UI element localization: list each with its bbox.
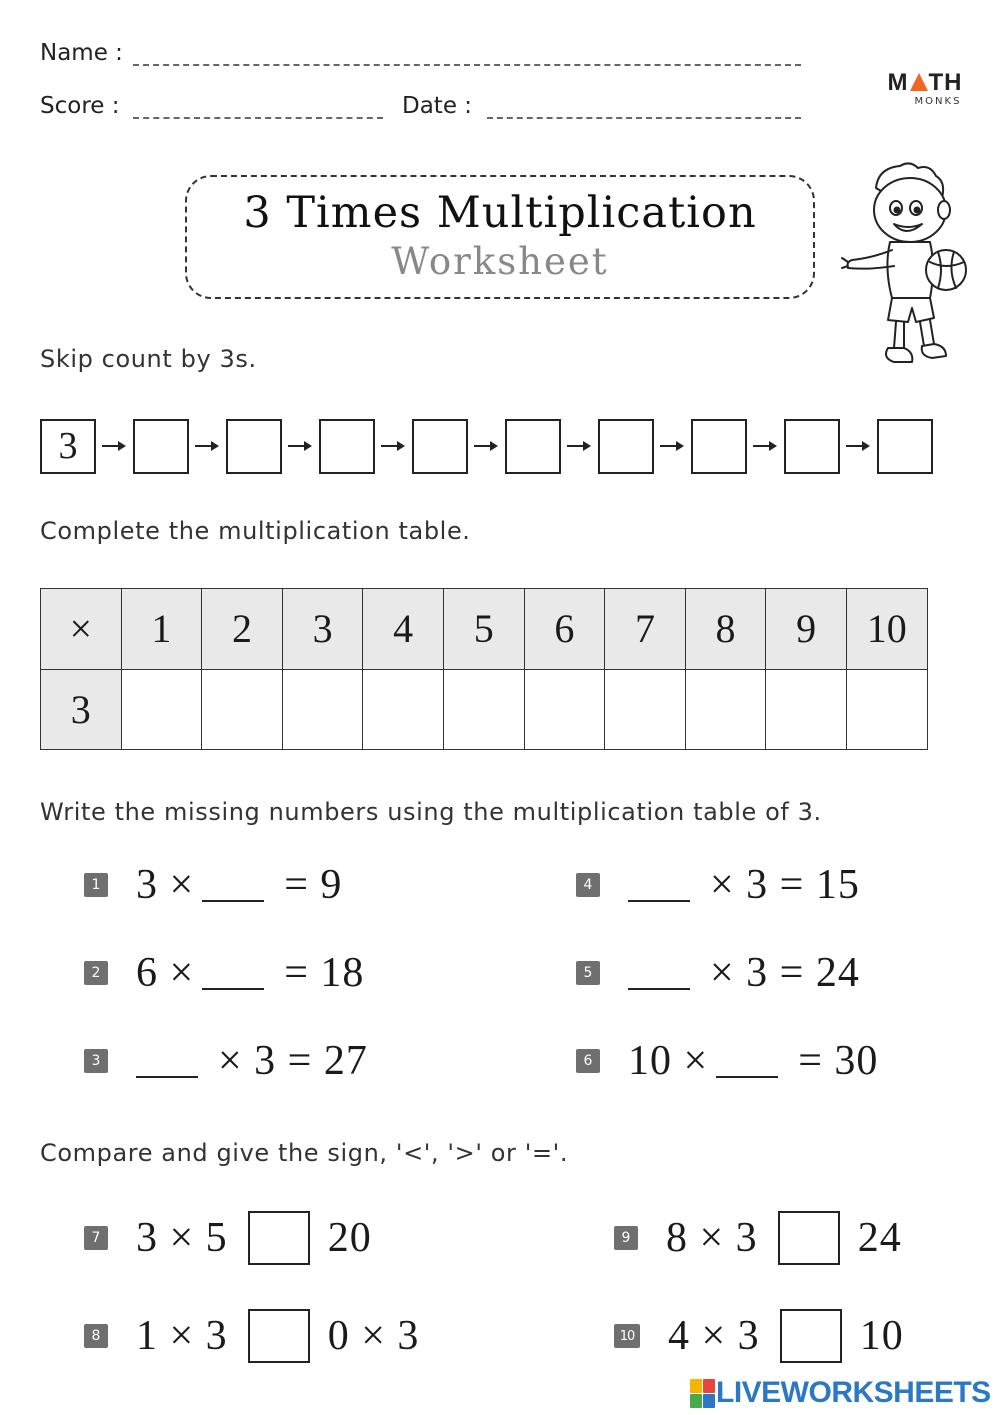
logo-text-right: TH (928, 69, 963, 96)
problem-right: = 30 (798, 1038, 879, 1084)
logo-subtext: MONKS (914, 96, 962, 107)
table-answer-cell[interactable] (605, 669, 686, 750)
date-field[interactable] (487, 117, 801, 119)
problem-right: × 3 = 15 (710, 862, 860, 908)
logo-triangle-icon (910, 73, 928, 91)
compare-left: 3 × 5 (136, 1215, 228, 1261)
boy-illustration-icon (838, 158, 978, 373)
problem-number-badge: 3 (84, 1049, 108, 1073)
answer-blank[interactable] (716, 1044, 778, 1078)
problem-right: × 3 = 24 (710, 950, 860, 996)
compare-right: 24 (857, 1215, 902, 1261)
answer-blank[interactable] (202, 868, 264, 902)
missing-problem-5 (576, 948, 860, 998)
table-header-cell: 1 (121, 589, 202, 670)
name-field[interactable] (133, 64, 801, 66)
compare-left: 1 × 3 (136, 1313, 228, 1359)
table-answer-row (41, 669, 928, 750)
table-answer-cell[interactable] (282, 669, 363, 750)
table-answer-cell[interactable] (846, 669, 927, 750)
compare-problem-8 (84, 1308, 419, 1364)
skip-count-instruction: Skip count by 3s. (40, 345, 257, 373)
table-answer-cell[interactable] (363, 669, 444, 750)
logo-text-left: M (887, 69, 909, 96)
problem-number-badge: 4 (576, 873, 600, 897)
table-answer-cell[interactable] (121, 669, 202, 750)
arrow-right-icon (747, 418, 784, 474)
table-row-label: 3 (41, 669, 122, 750)
table-answer-cell[interactable] (685, 669, 766, 750)
problem-right: = 9 (284, 862, 343, 908)
compare-right: 0 × 3 (327, 1313, 420, 1359)
skip-box-input[interactable] (877, 419, 933, 474)
date-label: Date : (402, 93, 473, 119)
problem-number-badge: 10 (614, 1324, 640, 1348)
arrow-right-icon (654, 418, 691, 474)
table-answer-cell[interactable] (202, 669, 283, 750)
math-monks-logo (880, 70, 970, 108)
compare-problem-7 (84, 1210, 372, 1266)
skip-box-input[interactable] (412, 419, 468, 474)
table-header-cell: 6 (524, 589, 605, 670)
missing-problem-1 (84, 860, 342, 910)
compare-right: 10 (859, 1313, 904, 1359)
table-answer-cell[interactable] (524, 669, 605, 750)
arrow-right-icon (561, 418, 598, 474)
problem-number-badge: 8 (84, 1324, 108, 1348)
answer-blank[interactable] (202, 956, 264, 990)
table-header-cell: 10 (846, 589, 927, 670)
missing-problem-3 (84, 1036, 368, 1086)
table-header-cell: 4 (363, 589, 444, 670)
skip-box-input[interactable] (784, 419, 840, 474)
problem-left: 6 × (136, 950, 195, 996)
arrow-right-icon (96, 418, 133, 474)
score-field[interactable] (133, 117, 383, 119)
table-header-cell: 2 (202, 589, 283, 670)
liveworksheets-grid-icon (690, 1379, 714, 1407)
multiplication-table (40, 588, 928, 750)
skip-count-row (40, 418, 933, 474)
problem-left: 3 × (136, 862, 195, 908)
compare-left: 8 × 3 (666, 1215, 758, 1261)
compare-instruction: Compare and give the sign, '<', '>' or '='. (40, 1139, 569, 1167)
table-header-cell: 5 (443, 589, 524, 670)
table-corner-cell: × (41, 589, 122, 670)
skip-box-given: 3 (40, 419, 96, 474)
problem-number-badge: 5 (576, 961, 600, 985)
skip-box-input[interactable] (598, 419, 654, 474)
table-header-cell: 9 (766, 589, 847, 670)
skip-box-input[interactable] (319, 419, 375, 474)
arrow-right-icon (840, 418, 877, 474)
answer-blank[interactable] (136, 1044, 198, 1078)
problem-number-badge: 9 (614, 1226, 638, 1250)
table-answer-cell[interactable] (766, 669, 847, 750)
table-instruction: Complete the multiplication table. (40, 517, 471, 545)
problem-left: 10 × (628, 1038, 709, 1084)
score-label: Score : (40, 93, 120, 119)
compare-sign-box[interactable] (778, 1211, 840, 1265)
liveworksheets-logo (690, 1376, 991, 1410)
compare-right: 20 (327, 1215, 372, 1261)
problem-number-badge: 7 (84, 1226, 108, 1250)
problem-right: = 18 (284, 950, 365, 996)
missing-numbers-instruction: Write the missing numbers using the multiplication table of 3. (40, 798, 822, 826)
arrow-right-icon (468, 418, 505, 474)
problem-right: × 3 = 27 (218, 1038, 368, 1084)
answer-blank[interactable] (628, 868, 690, 902)
table-header-cell: 8 (685, 589, 766, 670)
compare-problem-10 (614, 1308, 904, 1364)
table-answer-cell[interactable] (443, 669, 524, 750)
problem-number-badge: 2 (84, 961, 108, 985)
arrow-right-icon (375, 418, 412, 474)
skip-box-input[interactable] (505, 419, 561, 474)
page-title: 3 Times Multiplication (243, 188, 757, 238)
compare-sign-box[interactable] (780, 1309, 842, 1363)
missing-problem-2 (84, 948, 364, 998)
problem-number-badge: 6 (576, 1049, 600, 1073)
compare-problem-9 (614, 1210, 902, 1266)
title-box (185, 175, 815, 299)
page-subtitle: Worksheet (391, 240, 609, 283)
answer-blank[interactable] (628, 956, 690, 990)
problem-number-badge: 1 (84, 873, 108, 897)
missing-problem-4 (576, 860, 860, 910)
table-header-cell: 7 (605, 589, 686, 670)
missing-problem-6 (576, 1036, 878, 1086)
skip-box-input[interactable] (691, 419, 747, 474)
compare-left: 4 × 3 (668, 1313, 760, 1359)
compare-sign-box[interactable] (248, 1211, 310, 1265)
table-header-row (41, 589, 928, 670)
name-label: Name : (40, 40, 123, 66)
skip-box-input[interactable] (133, 419, 189, 474)
table-header-cell: 3 (282, 589, 363, 670)
compare-sign-box[interactable] (248, 1309, 310, 1363)
liveworksheets-brand-text: LIVEWORKSHEETS (716, 1376, 991, 1409)
skip-box-input[interactable] (226, 419, 282, 474)
arrow-right-icon (189, 418, 226, 474)
arrow-right-icon (282, 418, 319, 474)
